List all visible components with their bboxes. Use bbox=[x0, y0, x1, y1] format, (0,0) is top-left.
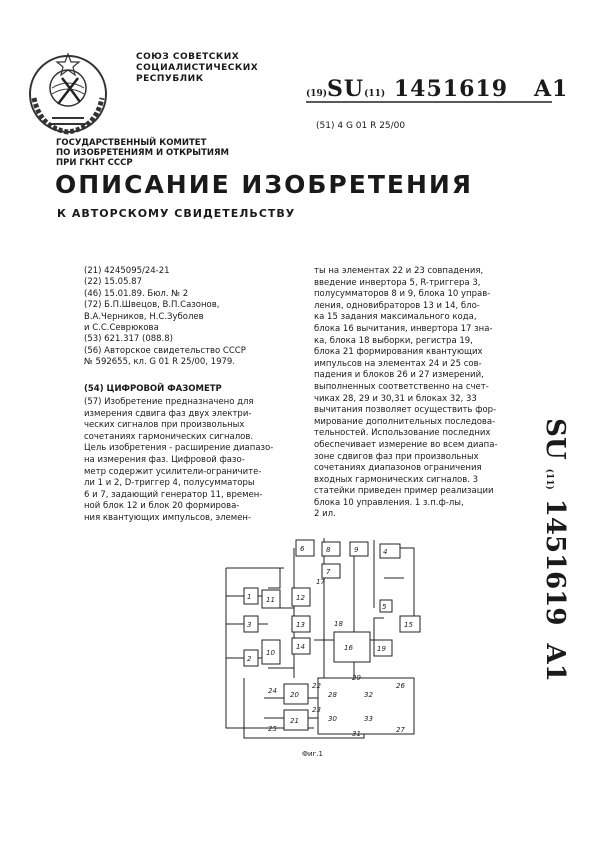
biblio-line: (56) Авторское свидетельство СССР bbox=[84, 345, 246, 356]
biblio-line: (46) 15.01.89. Бюл. № 2 bbox=[84, 288, 189, 299]
header-rule bbox=[306, 100, 552, 104]
block-label: 30 bbox=[328, 715, 337, 723]
biblio-line: и С.С.Севрюкова bbox=[84, 323, 159, 334]
block-label: 33 bbox=[364, 715, 373, 723]
side-country: SU bbox=[540, 418, 570, 460]
publication-number bbox=[306, 76, 568, 102]
block-label: 17 bbox=[316, 578, 325, 586]
invention-title: (54) ЦИФРОВОЙ ФАЗОМЕТР bbox=[84, 384, 222, 394]
block-label: 8 bbox=[326, 546, 331, 554]
block-label: 10 bbox=[266, 649, 275, 657]
block-label: 19 bbox=[377, 645, 386, 653]
block-label: 4 bbox=[383, 548, 388, 556]
block-label: 28 bbox=[328, 691, 337, 699]
side-stamp bbox=[531, 405, 579, 695]
block-label: 16 bbox=[344, 644, 353, 652]
block-label: 22 bbox=[312, 682, 321, 690]
figure-caption: Фиг.1 bbox=[302, 750, 323, 758]
biblio-line: (21) 4245095/24-21 bbox=[84, 266, 170, 276]
side-kind: A1 bbox=[540, 643, 570, 682]
committee-line: ПО ИЗОБРЕТЕНИЯМ И ОТКРЫТИЯМ bbox=[56, 148, 229, 158]
block-label: 2 bbox=[247, 655, 252, 663]
biblio-line: (22) 15.05.87 bbox=[84, 277, 143, 288]
block-label: 23 bbox=[312, 706, 321, 714]
committee-line: ПРИ ГКНТ СССР bbox=[56, 158, 133, 168]
block-label: 24 bbox=[268, 687, 277, 695]
committee-line: ГОСУДАРСТВЕННЫЙ КОМИТЕТ bbox=[56, 138, 207, 148]
state-emblem bbox=[22, 48, 114, 140]
block-label: 12 bbox=[296, 594, 305, 602]
circuit-diagram bbox=[224, 528, 436, 750]
block-label: 27 bbox=[396, 726, 405, 734]
block-label: 3 bbox=[247, 621, 252, 629]
code-11: (11) bbox=[364, 89, 386, 99]
org-line: СОЮЗ СОВЕТСКИХ bbox=[136, 52, 240, 62]
block-label: 1 bbox=[247, 593, 252, 601]
abstract-right-column: ты на элементах 22 и 23 совпадения, введение инвертора 5, R-триггера 3, полусумматоров 8 и 9, блока 10 управ- ления, одновибраторов 13 и 14, бло- ка 15 задания максимального кода, блока 16 вычитания, инвертора 17 зна- ка, блока 18 выборки, регистра 19, блока 21 формирования квантующих импульсов на элементах 24 и 25 сов- падения и блоков 26 и 27 измерений, выполненных соответственно на счет- чиках 28, 29 и 30,31 и блоках 32, 33 вычитания позволяет осуществить фор- мирование дополнительных последова- тельностей. Использование последних обеспечивает измерение во всем диапа- зоне сдвигов фаз при произвольных сочетаниях диапазонов ограничения входных гармонических сигналов. 3 статейки приведен пример реализации блока 10 управления. 1 з.п.ф-лы, 2 ил. bbox=[314, 266, 498, 520]
ipc-code: (51) 4 bbox=[316, 121, 344, 131]
biblio-line: В.А.Черников, Н.С.Зуболев bbox=[84, 311, 204, 322]
bibliographic-data bbox=[84, 266, 314, 369]
block-label: 11 bbox=[266, 596, 275, 604]
block-label: 26 bbox=[396, 682, 405, 690]
block-label: 14 bbox=[296, 643, 305, 651]
patent-number: 1451619 bbox=[393, 76, 508, 102]
side-stamp-text bbox=[540, 418, 570, 682]
org-line: СОЦИАЛИСТИЧЕСКИХ bbox=[136, 63, 259, 73]
document-subtitle: К АВТОРСКОМУ СВИДЕТЕЛЬСТВУ bbox=[57, 207, 296, 220]
block-label: 32 bbox=[364, 691, 373, 699]
block-label: 9 bbox=[354, 546, 359, 554]
block-label: 31 bbox=[352, 730, 361, 738]
biblio-line: № 592655, кл. G 01 R 25/00, 1979. bbox=[84, 357, 236, 368]
block-label: 15 bbox=[404, 621, 413, 629]
block-label: 5 bbox=[382, 603, 387, 611]
block-label: 21 bbox=[290, 717, 299, 725]
side-code: (11) bbox=[544, 468, 554, 490]
country-code: SU bbox=[327, 76, 365, 102]
kind-code: A1 bbox=[533, 76, 569, 102]
ipc-value: G 01 R 25/00 bbox=[345, 121, 406, 131]
biblio-line: (53) 621.317 (088.8) bbox=[84, 334, 173, 345]
biblio-line: (72) Б.П.Швецов, В.П.Сазонов, bbox=[84, 300, 220, 311]
org-line: РЕСПУБЛИК bbox=[136, 74, 204, 84]
block-label: 18 bbox=[334, 620, 343, 628]
block-label: 13 bbox=[296, 621, 305, 629]
side-number: 1451619 bbox=[540, 498, 570, 626]
block-label: 29 bbox=[352, 674, 361, 682]
ipc-classification bbox=[316, 121, 405, 131]
issuer-name bbox=[136, 52, 259, 85]
document-title: ОПИСАНИЕ ИЗОБРЕТЕНИЯ bbox=[55, 170, 474, 199]
block-label: 7 bbox=[326, 568, 331, 576]
code-19: (19) bbox=[306, 89, 328, 99]
block-label: 25 bbox=[268, 725, 277, 733]
committee-name bbox=[56, 138, 266, 168]
block-label: 6 bbox=[300, 545, 305, 553]
abstract-left-column: (57) Изобретение предназначено для измерения сдвига фаз двух электри- ческих сигналов при произвольных сочетаниях гармонических сигналов. Цель изобретения - расширение диапазо- на измерения фаз. Цифровой фазо- метр содержит усилители-ограничите- ли 1 и 2, D-триггер 4, полусумматоры 6 и 7, задающий генератор 11, времен- ной блок 12 и блок 20 формирова- ния квантующих импульсов, элемен- bbox=[84, 397, 274, 523]
block-label: 20 bbox=[290, 691, 299, 699]
